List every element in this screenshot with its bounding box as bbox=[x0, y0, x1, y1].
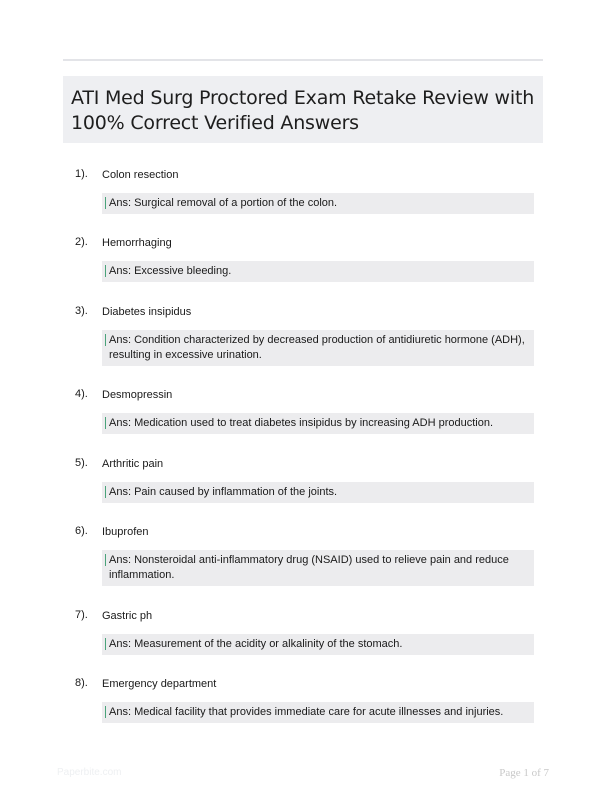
answer-text: Ans: Measurement of the acidity or alkalinity of the stomach. bbox=[109, 638, 403, 650]
answer-text: Ans: Condition characterized by decreased production of antidiuretic hormone (ADH), resulting in excessive urination. bbox=[109, 334, 525, 361]
answer-box bbox=[102, 330, 534, 366]
question-number: 2). bbox=[75, 236, 88, 248]
question-text: Emergency department bbox=[102, 678, 217, 690]
answer-box bbox=[102, 413, 534, 434]
question-text: Hemorrhaging bbox=[102, 237, 172, 249]
answer-text: Ans: Medication used to treat diabetes insipidus by increasing ADH production. bbox=[109, 417, 493, 429]
answer-text: Ans: Nonsteroidal anti-inflammatory drug (NSAID) used to relieve pain and reduce inflammation. bbox=[109, 554, 509, 581]
answer-text: Ans: Excessive bleeding. bbox=[109, 265, 232, 277]
answer-text: Ans: Surgical removal of a portion of the colon. bbox=[109, 197, 338, 209]
answer-box bbox=[102, 634, 534, 655]
answer-box bbox=[102, 261, 534, 282]
question-text: Colon resection bbox=[102, 169, 179, 181]
question-number: 7). bbox=[75, 609, 88, 621]
answer-accent-bar bbox=[105, 197, 106, 209]
answer-accent-bar bbox=[105, 638, 106, 650]
answer-box bbox=[102, 193, 534, 214]
question-number: 4). bbox=[75, 388, 88, 400]
answer-accent-bar bbox=[105, 706, 106, 718]
answer-text: Ans: Pain caused by inflammation of the joints. bbox=[109, 486, 338, 498]
answer-box bbox=[102, 550, 534, 586]
question-text: Ibuprofen bbox=[102, 526, 149, 538]
answer-accent-bar bbox=[105, 486, 106, 498]
document-title: ATI Med Surg Proctored Exam Retake Review with 100% Correct Verified Answers bbox=[71, 87, 535, 134]
answer-box bbox=[102, 482, 534, 503]
page-number: Page 1 of 7 bbox=[499, 767, 549, 779]
footer-watermark: Paperbite.com bbox=[57, 767, 122, 778]
answer-text: Ans: Medical facility that provides immediate care for acute illnesses and injuries. bbox=[109, 706, 504, 718]
answer-box bbox=[102, 702, 534, 723]
question-text: Diabetes insipidus bbox=[102, 306, 192, 318]
question-number: 5). bbox=[75, 457, 88, 469]
question-number: 8). bbox=[75, 677, 88, 689]
question-text: Desmopressin bbox=[102, 389, 173, 401]
question-number: 3). bbox=[75, 305, 88, 317]
answer-accent-bar bbox=[105, 334, 106, 346]
question-number: 6). bbox=[75, 525, 88, 537]
answer-accent-bar bbox=[105, 554, 106, 566]
answer-accent-bar bbox=[105, 417, 106, 429]
question-number: 1). bbox=[75, 168, 88, 180]
question-text: Gastric ph bbox=[102, 610, 153, 622]
answer-accent-bar bbox=[105, 265, 106, 277]
question-text: Arthritic pain bbox=[102, 458, 164, 470]
